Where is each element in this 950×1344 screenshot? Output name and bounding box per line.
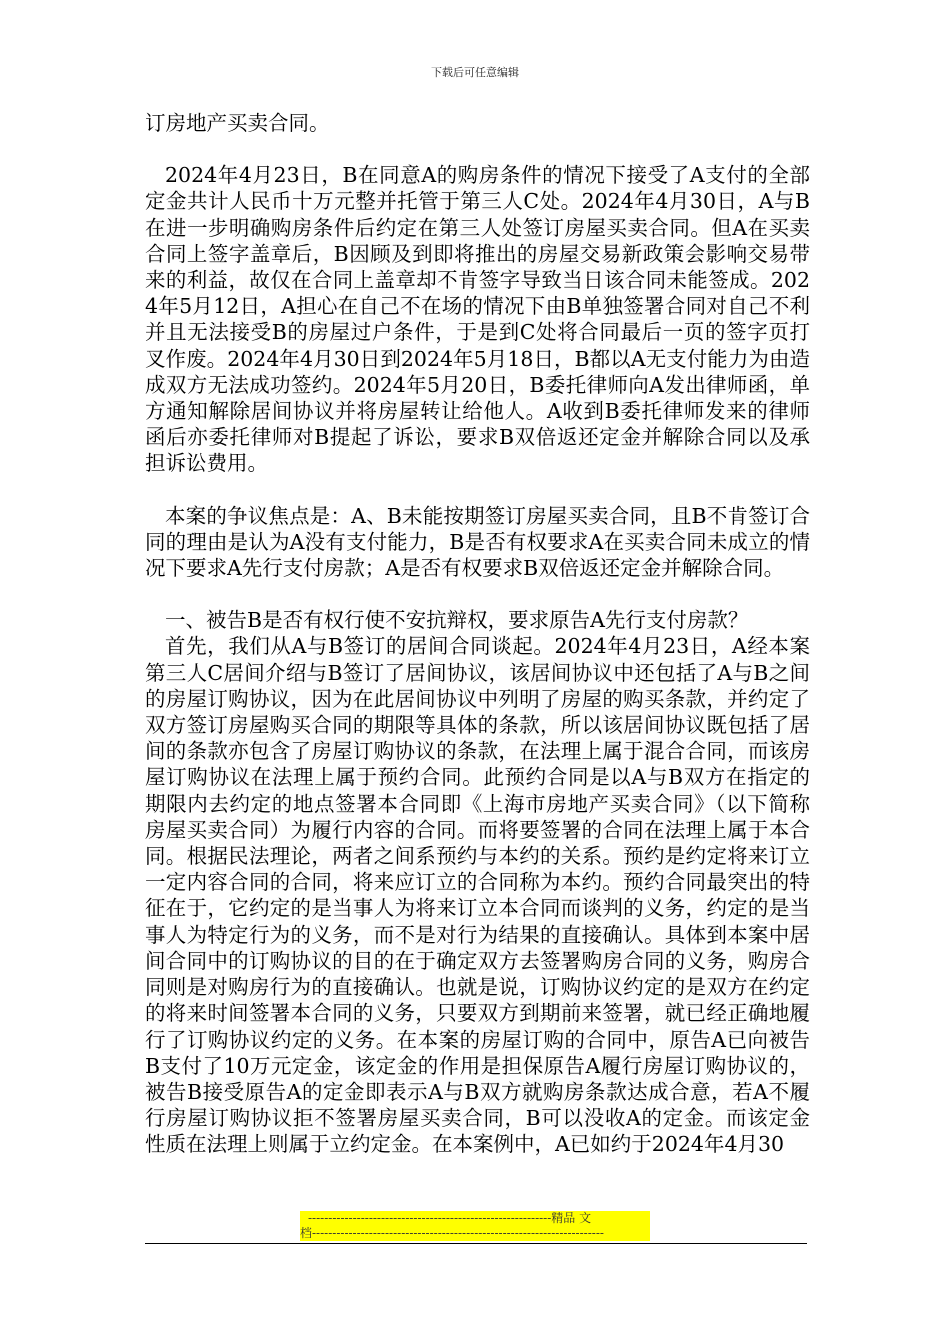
footer-watermark-line: 档------------------------------------------------------------------------ xyxy=(300,1226,604,1240)
paragraph-dispute-focus: 本案的争议焦点是：A、B未能按期签订房屋买卖合同，且B不肯签订合同的理由是认为A没有支付能力，B是否有权要求A在买卖合同未成立的情况下要求A先行支付房款；A是否有权要求B双倍返还定金并解除合同。 xyxy=(145,503,810,581)
paragraph-gap xyxy=(145,581,810,607)
paragraph-gap xyxy=(145,477,810,503)
footer-watermark-line: ------------------------------------------------------------精品 文 xyxy=(308,1211,592,1225)
paragraph-case-facts: 2024年4月23日，B在同意A的购房条件的情况下接受了A支付的全部定金共计人民币十万元整并托管于第三人C处。2024年4月30日，A与B在进一步明确购房条件后约定在第三人处签订房屋买卖合同。但A在买卖合同上签字盖章后，B因顾及到即将推出的房屋交易新政策会影响交易带来的利益，故仅在合同上盖章却不肯签字导致当日该合同未能签成。2024年5月12日，A担心在自己不在场的情况下由B单独签署合同对自己不利并且无法接受B的房屋过户条件，于是到C处将合同最后一页的签字页打叉作废。2024年4月30日到2024年5月18日，B都以A无支付能力为由造成双方无法成功签约。2024年5月20日，B委托律师向A发出律师函，单方通知解除居间协议并将房屋转让给他人。A收到B委托律师发来的律师函后亦委托律师对B提起了诉讼，要求B双倍返还定金并解除合同以及承担诉讼费用。 xyxy=(145,163,810,476)
footer-watermark xyxy=(300,1211,650,1241)
paragraph-analysis: 首先，我们从A与B签订的居间合同谈起。2024年4月23日，A经本案第三人C居间介绍与B签订了居间协议，该居间协议中还包括了A与B之间的房屋订购协议，因为在此居间协议中列明了房屋的购买条款，并约定了双方签订房屋购买合同的期限等具体的条款，所以该居间协议既包括了居间的条款亦包含了房屋订购协议的条款，在法理上属于混合合同，而该房屋订购协议在法理上属于预约合同。此预约合同是以A与B双方在指定的期限内去约定的地点签署本合同即《上海市房地产买卖合同》（以下简称房屋买卖合同）为履行内容的合同。而将要签署的合同在法理上属于本合同。根据民法理论，两者之间系预约与本约的关系。预约是约定将来订立一定内容合同的合同，将来应订立的合同称为本约。预约合同最突出的特征在于，它约定的是当事人为将来订立本合同而谈判的义务，约定的是当事人为特定行为的义务，而不是对行为结果的直接确认。具体到本案中居间合同中的订购协议的目的在于确定双方去签署购房合同的义务，购房合同则是对购房行为的直接确认。也就是说，订购协议约定的是双方在约定的将来时间签署本合同的义务，只要双方到期前来签署，就已经正确地履行了订购协议约定的义务。在本案的房屋订购的合同中，原告A已向被告B支付了10万元定金，该定金的作用是担保原告A履行房屋订购协议的，被告B接受原告A的定金即表示A与B双方就购房条款达成合意，若A不履行房屋订购协议拒不签署房屋买卖合同，B可以没收A的定金。而该定金性质在法理上则属于立约定金。在本案例中，A已如约于2024年4月30 xyxy=(145,634,810,1157)
paragraph-continuation: 订房地产买卖合同。 xyxy=(145,111,330,135)
document-body xyxy=(145,110,810,1158)
section-heading: 一、被告B是否有权行使不安抗辩权，要求原告A先行支付房款？ xyxy=(165,608,749,633)
footer-divider xyxy=(145,1243,807,1244)
paragraph-gap xyxy=(145,136,810,162)
page-header: 下载后可任意编辑 xyxy=(431,66,519,79)
